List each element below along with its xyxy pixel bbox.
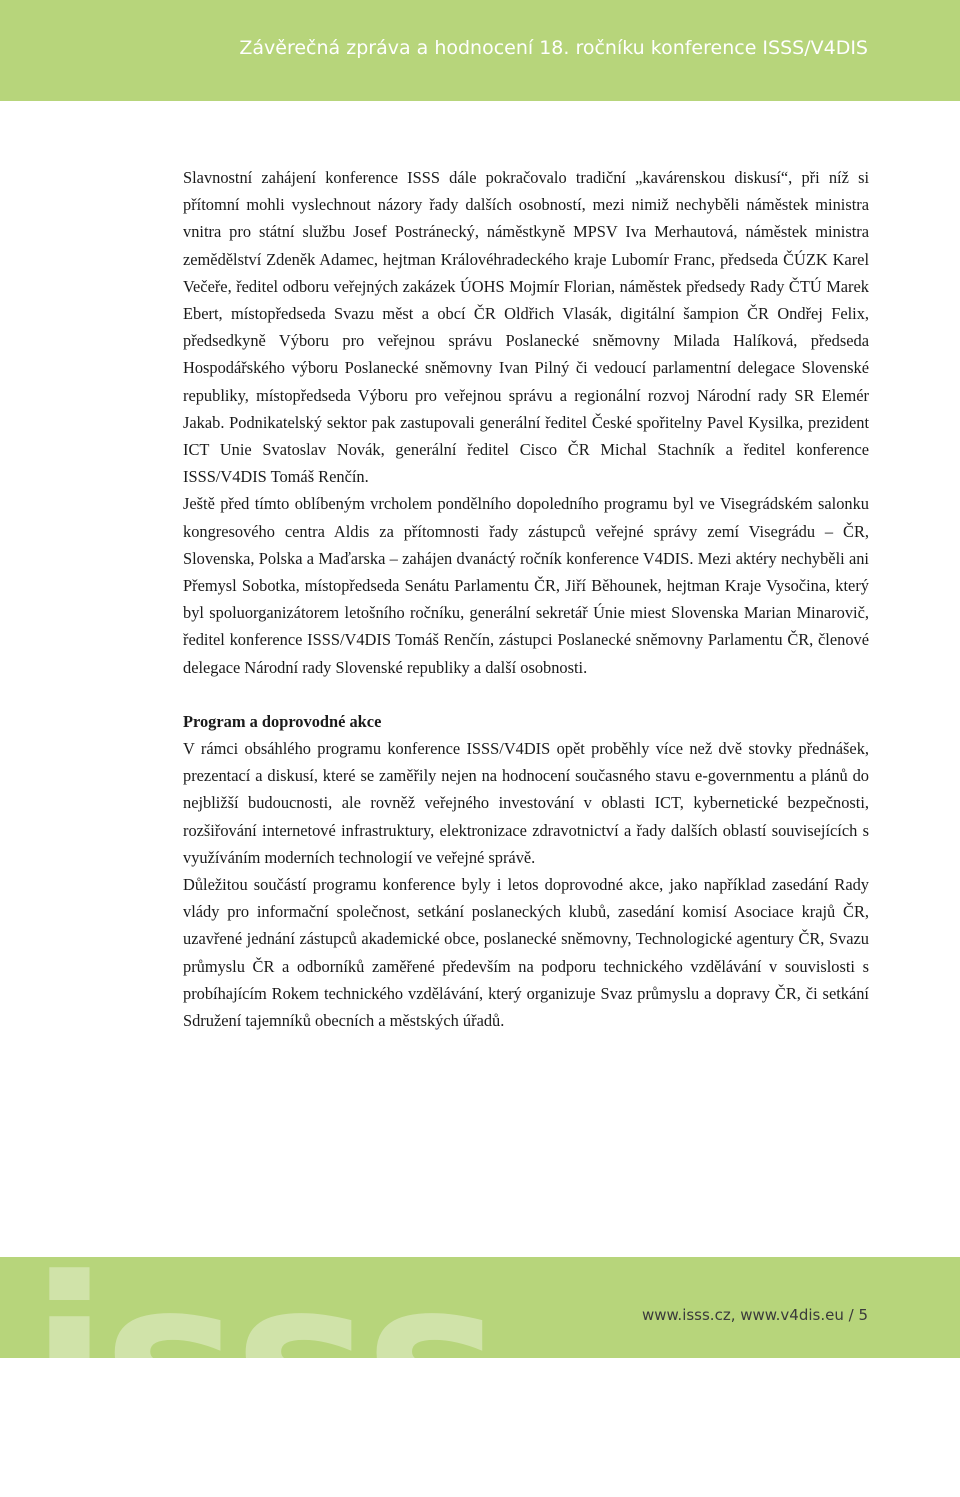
footer-band [0, 1230, 960, 1497]
header-band [0, 0, 960, 101]
section-heading: Program a doprovodné akce [183, 711, 382, 731]
isss-logo-watermark: isss [30, 1230, 496, 1497]
paragraph-gap [183, 681, 869, 708]
paragraph-side-events: Důležitou součástí programu konference byly i letos doprovodné akce, jako například zasedání Rady vlády pro informační společnost, setkání poslaneckých klubů, zasedání komisí Asociace krajů ČR, uzavřené jednání zástupců akademické obce, poslanecké sněmovny, Technologické agentury ČR, Svazu průmyslu ČR a odborníků zaměřené především na podporu technického vzdělávání v souvislosti s probíhajícím Rokem technického vzdělávání, který organizuje Svaz průmyslu a dopravy ČR, či setkání Sdružení tajemníků obecních a městských úřadů. [183, 875, 869, 1031]
paragraph-program: V rámci obsáhlého programu konference ISSS/V4DIS opět proběhly více než dvě stovky přednášek, prezentací a diskusí, které se zaměřily nejen na hodnocení současného stavu e-governmentu a plánů do nejbližší budoucnosti, ale rovněž veřejného investování v oblasti ICT, kybernetické bezpečnosti, rozšiřování internetové infrastruktury, elektronizace zdravotnictví a řady dalších oblastí souvisejících s využíváním moderních technologií ve veřejné správě. [183, 739, 869, 867]
paragraph-opening-discussion: Slavnostní zahájení konference ISSS dále pokračovalo tradiční „kavárenskou diskusí“, při níž si přítomní mohli vyslechnout názory řady dalších osobností, mezi nimiž nechyběli náměstek ministra vnitra pro státní službu Josef Postránecký, náměstkyně MPSV Iva Merhautová, náměstek ministra zemědělství Zdeněk Adamec, hejtman Královéhradeckého kraje Lubomír Franc, předseda ČÚZK Karel Večeře, ředitel odboru veřejných zakázek ÚOHS Mojmír Florian, náměstek předsedy Rady ČTÚ Marek Ebert, místopředseda Svazu měst a obcí ČR Oldřich Vlasák, digitální šampion ČR Ondřej Felix, předsedkyně Výboru pro veřejnou správu Poslanecké sněmovny Milada Halíková, předseda Hospodářského výboru Poslanecké sněmovny Ivan Pilný či vedoucí parlamentní delegace Slovenské republiky, místopředseda Výboru pro veřejnou správu a regionální rozvoj Národní rady SR Elemér Jakab. Podnikatelský sektor pak zastupovali generální ředitel České spořitelny Pavel Kysilka, prezident ICT Unie Svatoslav Novák, generální ředitel Cisco ČR Michal Stachník a ředitel konference ISSS/V4DIS Tomáš Renčín. [183, 168, 869, 487]
document-body [183, 164, 869, 1034]
header-title: Závěrečná zpráva a hodnocení 18. ročníku konference ISSS/V4DIS [239, 37, 868, 59]
footer-page-info: www.isss.cz, www.v4dis.eu / 5 [642, 1306, 868, 1324]
paragraph-v4dis-opening: Ještě před tímto oblíbeným vrcholem pondělního dopoledního programu byl ve Visegrádském salonku kongresového centra Aldis za přítomnosti řady zástupců veřejné správy zemí Visegrádu – ČR, Slovenska, Polska a Maďarska – zahájen dvanáctý ročník konference V4DIS. Mezi aktéry nechyběli ani Přemysl Sobotka, místopředseda Senátu Parlamentu ČR, Jiří Běhounek, hejtman Kraje Vysočina, který byl spoluorganizátorem letošního ročníku, generální sekretář Únie miest Slovenska Marian Minarovič, ředitel konference ISSS/V4DIS Tomáš Renčín, zástupci Poslanecké sněmovny Parlamentu ČR, členové delegace Národní rady Slovenské republiky a další osobnosti. [183, 494, 869, 677]
